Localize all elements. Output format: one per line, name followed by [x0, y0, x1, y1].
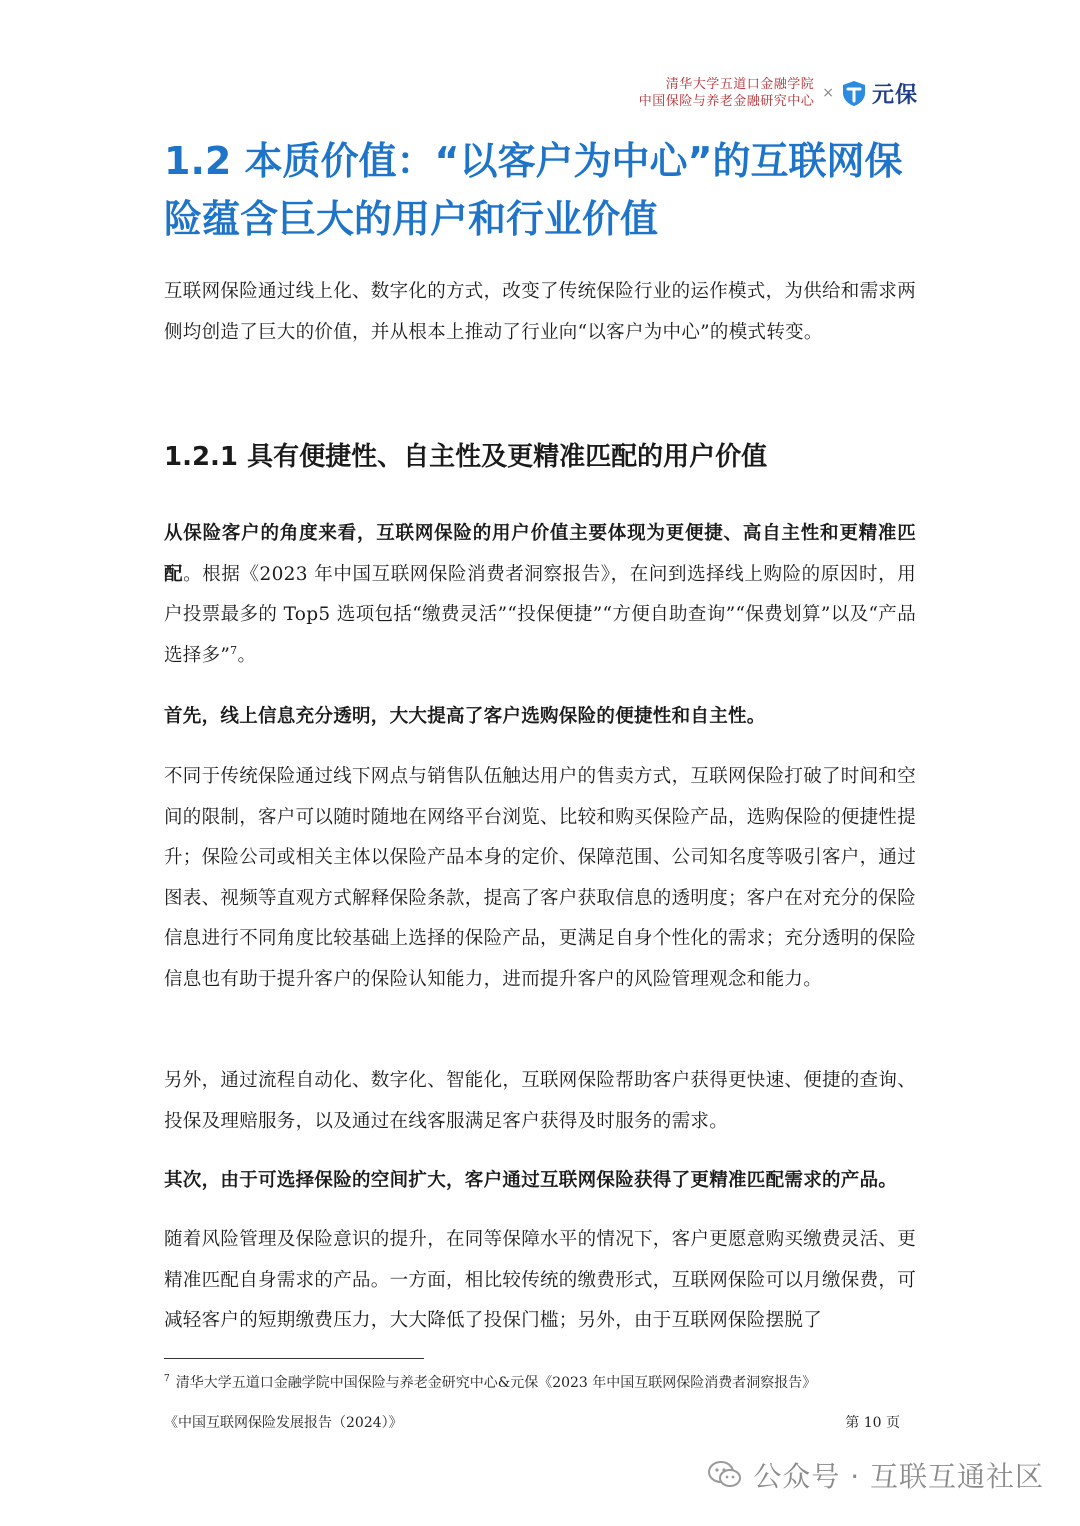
paragraph-matching: 随着风险管理及保险意识的提升，在同等保障水平的情况下，客户更愿意购买缴费灵活、更精准匹配自身需求的产品。一方面，相比较传统的缴费形式，互联网保险可以月缴保费，可减轻客户的短期缴费压力，大大降低了投保门槛；另外，由于互联网保险摆脱了 — [164, 1229, 917, 1331]
footnote-ref[interactable]: 7 — [230, 643, 238, 657]
paragraph-body: 。根据《2023 年中国互联网保险消费者洞察报告》，在问到选择线上购险的原因时，用户投票最多的 Top5 选项包括“缴费灵活”“投保便捷”“方便自助查询”“保费划算”以及“产品选择多” — [164, 563, 916, 666]
page-title: 1.2 本质价值：“以客户为中心”的互联网保险蕴含巨大的用户和行业价值 — [164, 139, 903, 241]
paragraph-lead-bold: 从保险客户的角度来看，互联网保险的用户价值主要体现为更便捷、高自主性和更精准匹配 — [164, 523, 916, 585]
separator: × — [822, 85, 834, 101]
header-logo — [639, 76, 918, 110]
partner-name: 元保 — [871, 82, 918, 108]
footnote — [164, 1372, 916, 1394]
footnote-number: 7 — [164, 1374, 170, 1385]
wechat-watermark — [707, 1455, 1044, 1495]
section-heading: 1.2.1 具有便捷性、自主性及更精准匹配的用户价值 — [164, 442, 768, 472]
footnote-divider — [164, 1358, 424, 1359]
paragraph-user-value — [164, 514, 916, 676]
paragraph-end: 。 — [237, 644, 257, 666]
paragraph-transparency: 不同于传统保险通过线下网点与销售队伍触达用户的售卖方式，互联网保险打破了时间和空间的限制，客户可以随时随地在网络平台浏览、比较和购买保险产品，选购保险的便捷性提升；保险公司或相关主体以保险产品本身的定价、保障范围、公司知名度等吸引客户，通过图表、视频等直观方式解释保险条款，提高了客户获取信息的透明度；客户在对充分的保险信息进行不同角度比较基础上选择的保险产品，更满足自身个性化的需求；充分透明的保险信息也有助于提升客户的保险认知能力，进而提升客户的风险管理观念和能力。 — [164, 766, 917, 990]
watermark-text: 公众号 · 互联互通社区 — [753, 1460, 1044, 1493]
institution-line-1: 清华大学五道口金融学院 — [665, 77, 815, 92]
yuanbao-logo — [840, 78, 918, 109]
footer-page-number: 第 10 页 — [845, 1415, 900, 1431]
footer-report-name: 《中国互联网保险发展报告（2024）》 — [164, 1415, 403, 1431]
yuanbao-shield-icon — [840, 79, 868, 107]
footnote-text: 清华大学五道口金融学院中国保险与养老金研究中心&元保《2023 年中国互联网保险消费者洞察报告》 — [175, 1375, 817, 1391]
intro-paragraph: 互联网保险通过线上化、数字化的方式，改变了传统保险行业的运作模式，为供给和需求两侧均创造了巨大的价值，并从根本上推动了行业向“以客户为中心”的模式转变。 — [164, 281, 917, 343]
institution-name — [639, 76, 815, 110]
bold-statement-second: 其次，由于可选择保险的空间扩大，客户通过互联网保险获得了更精准匹配需求的产品。 — [164, 1170, 898, 1191]
wechat-icon — [707, 1460, 743, 1490]
institution-line-2: 中国保险与养老金融研究中心 — [638, 94, 815, 109]
bold-statement-first: 首先，线上信息充分透明，大大提高了客户选购保险的便捷性和自主性。 — [164, 706, 766, 727]
paragraph-automation: 另外，通过流程自动化、数字化、智能化，互联网保险帮助客户获得更快速、便捷的查询、投保及理赔服务，以及通过在线客服满足客户获得及时服务的需求。 — [164, 1070, 917, 1132]
